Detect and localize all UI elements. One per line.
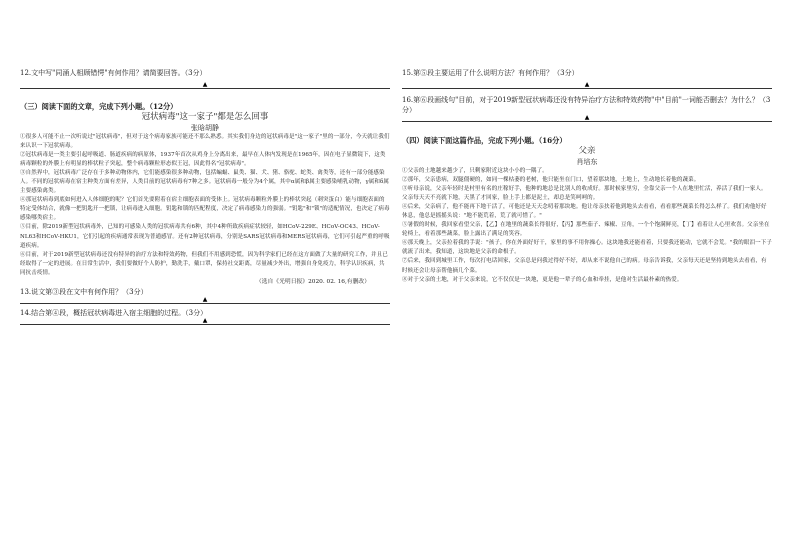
answer-marker: ▲: [202, 81, 208, 88]
section-4-heading: （四）阅读下面这篇作品，完成下列小题。（16分）: [402, 136, 567, 145]
answer-marker: ▲: [584, 81, 590, 88]
paragraph-5: ⑤目前，除2019新型冠状病毒外，已知的可感染人类的冠状病毒共有6种，其中4种所致疾病症状较轻，如HCoV-229E、HCoV-OC43、HCoV-NL63和HCoV-HKU1，它们引起的疾病通常表现为普通感冒。还有2种冠状病毒，分别是SARS冠状病毒和MERS冠状病毒，它们可引起严重的呼吸道疾病。: [20, 224, 390, 249]
article-title: 冠状病毒"这一家子"都是怎么回事: [141, 112, 269, 122]
answer-marker: ▲: [202, 316, 208, 324]
story-paragraph-1: ①父亲的土地越来越少了，只剩家附近这块小小的一隅了。: [402, 168, 548, 174]
paragraph-1: ①很多人可能不止一次听说过"冠状病毒"，但对于这个病毒家族可能还不那么熟悉。其实我们身边的冠状病毒是"这一家子"里的一部分，今天就让我们来认识一下冠状病毒。: [20, 134, 390, 150]
question-13: 13.说文第③段在文中有何作用？（3分）: [20, 287, 148, 296]
answer-marker: ▲: [584, 114, 590, 121]
story-author: 肖培东: [576, 158, 598, 166]
question-14: 14.结合第④段，概括冠状病毒进入宿主细胞的过程。（3分）: [20, 308, 208, 317]
question-16: 16.第⑥段画线句"目前，对于2019新型冠状病毒还没有特异治疗方法和特效药物"中"目前"一词能否删去？为什么？（3分）: [402, 96, 771, 114]
paragraph-4: ④那冠状病毒到底如何进入人体细胞的呢？它们首先要附着在宿主细胞表面的受体上。冠状病毒颗粒外膜上的棒状突起（刺突蛋白）能与细胞表面的特定受体结合，就像一把钥匙开一把锁，让病毒进入细胞。钥匙和锁的匹配程度，决定了病毒感染力的强弱。"钥匙"和"锁"的适配情况，也决定了病毒感染哪类宿主。: [20, 197, 390, 222]
right-column: [402, 0, 772, 285]
answer-line: [20, 324, 390, 325]
story-paragraph-6: ⑥那天晚上，父亲拉着我的手说："孩子，你在外面好好干，家里的事不用你操心。这块地我还能看着，只要我还能动，它就不会荒。"我的眼泪一下子就流了出来，我知道，这块地是父亲的命根子。: [402, 240, 772, 256]
question-12: 12.文中写"同涌人相顾错愕"有何作用？请简要回答。（3分）: [20, 69, 207, 77]
story-paragraph-4: ④后来，父亲病了，他不能再下地干活了，可他还是天天念叨着那块地。他让母亲扶着他到地头去看看，看看那些蔬菜长得怎么样了。我们劝他好好休息，他总是摇摇头说："地不能荒着，荒了就可惜了。": [402, 204, 767, 220]
story-paragraph-7: ⑦后来，我回到城里工作，每次打电话回家，父亲总是问我过得好不好，却从来不说他自己的病。母亲告诉我，父亲每天还是坚持到地头去看看，有时候还会让母亲帮他摘几个菜。: [402, 258, 767, 274]
section-3-heading: （三）阅读下面的文章，完成下列小题。（12分）: [20, 102, 178, 111]
paragraph-6: ⑥目前，对于2019新型冠状病毒还没有特异的治疗方法和特效药物，但我们不用感到恐慌，因为科学家们已经在这方面做了大量的研究工作，并且已经取得了一定的进展。在日常生活中，我们要做好个人防护，勤洗手，戴口罩，保持社交距离，尽量减少外出，增强自身免疫力，科学认识疾病，共同抗击疫情。: [20, 251, 388, 276]
story-paragraph-3: ③听母亲说，父亲年轻时是村里有名的庄稼好手，他种的地总是比别人的收成好。那时候家里穷，全靠父亲一个人在地里忙活，养活了我们一家人。父亲每天天不亮就下地，天黑了才回家，脸上手上都是泥土，却总是笑呵呵的。: [402, 186, 767, 202]
story-title: 父亲: [578, 146, 596, 156]
paragraph-2: ②冠状病毒是一类主要引起呼吸道、肠道疾病的病原体，1937年首次从鸡身上分离出来，最早在人体内发现是在1965年，因在电子显微镜下，这类病毒颗粒的外膜上有明显的棒状粒子突起，整个病毒颗粒形态似王冠，因此得名"冠状病毒"。: [20, 152, 386, 168]
answer-marker: ▲: [202, 295, 208, 303]
story-paragraph-8: ⑧对于父亲的土地，对于父亲来说，它不仅仅是一块地，更是他一辈子的心血和牵挂，是他对生活最朴素的热爱。: [402, 276, 683, 283]
article-author: 张晗胡静: [191, 124, 219, 132]
left-column: [20, 0, 390, 325]
story-paragraph-2: ②那年，父亲患病，双腿僵硬的，如同一棵枯萎的老树，他只能坐在门口，望着那块地，土地上，生动地长着他的蔬菜。: [402, 177, 700, 184]
paragraph-3: ③自然界中，冠状病毒广泛存在于多种动物体内，它们能感染很多种动物，包括蝙蝠、鼠类、猫、犬、猪、骆驼、蛇类、禽类等，还有一部分能感染人。不同的冠状病毒在宿主种类方面有差异，人类目前的冠状病毒有7种之多。冠状病毒一般分为4个属，其中α属和β属主要感染哺乳动物，γ属和δ属主要感染禽类。: [20, 170, 389, 195]
question-15: 15.第⑤段主要运用了什么说明方法？有何作用？（3分）: [402, 69, 579, 77]
article-source: （选自《光明日报》2020. 02. 16,有删改）: [255, 278, 370, 285]
story-paragraph-5: ⑤暑假的时候，我回家看望父亲，【乙】在地里的蔬菜长得很好，【丙】那些茄子、辣椒、豆角，一个个饱满鲜亮，【丁】看着让人心里欢喜。父亲坐在轮椅上，看着那些蔬菜，脸上露出了满足的笑容。: [402, 222, 770, 238]
